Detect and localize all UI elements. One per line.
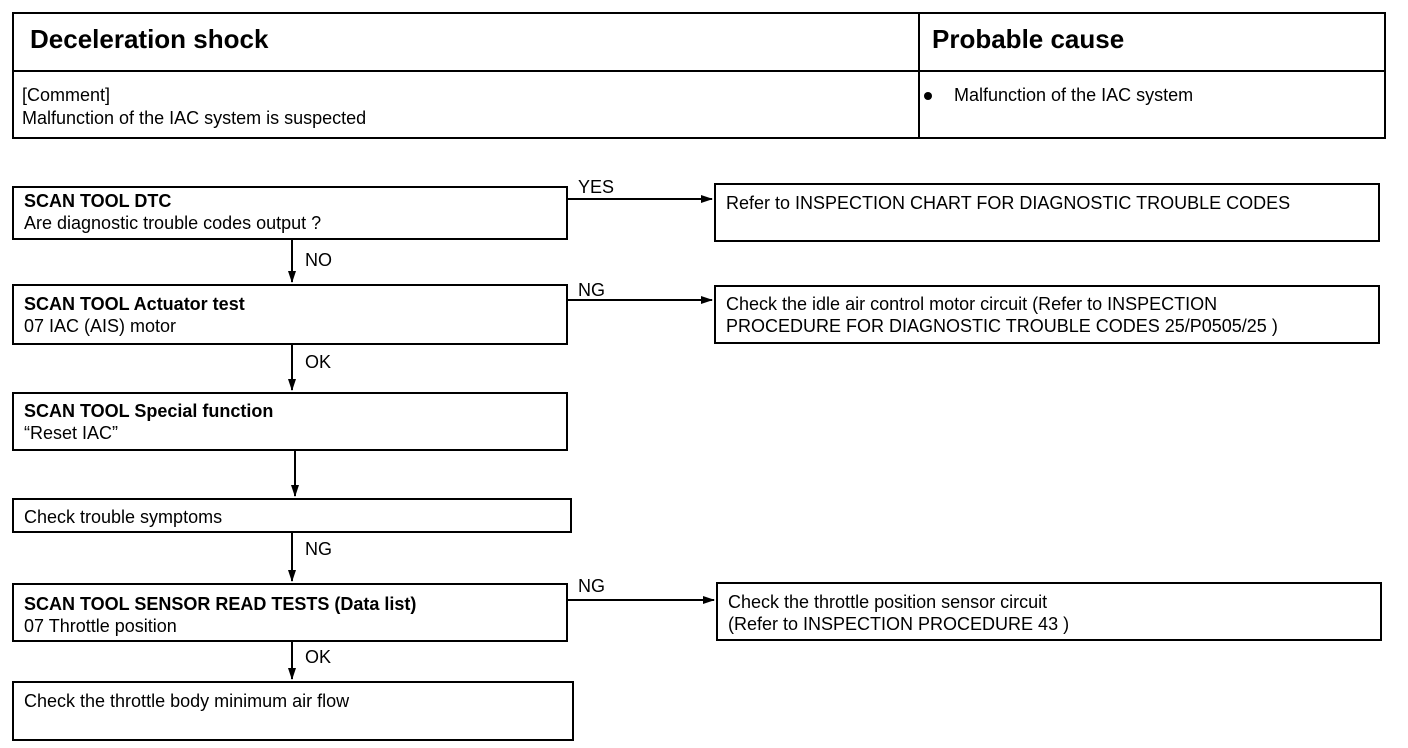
result3-line1: Check the throttle position sensor circuit (728, 592, 1048, 612)
step2-title: SCAN TOOL Actuator test (24, 294, 245, 314)
step6-text: Check the throttle body minimum air flow (24, 691, 350, 711)
ok-label-2: OK (305, 647, 332, 667)
result2-line2: PROCEDURE FOR DIAGNOSTIC TROUBLE CODES 25/P0505/25 ) (726, 316, 1278, 336)
step-scan-tool-dtc (12, 186, 568, 240)
yes-label: YES (578, 177, 615, 197)
step-check-trouble-symptoms (12, 498, 572, 533)
step4-text: Check trouble symptoms (24, 507, 223, 527)
result2-line1: Check the idle air control motor circuit (Refer to INSPECTION (726, 294, 1218, 314)
probable-cause-title: Probable cause (932, 24, 1125, 54)
step-sensor-read-tests (12, 583, 568, 642)
ng-label-2: NG (305, 539, 332, 559)
step3-text: “Reset IAC” (24, 423, 119, 443)
no-label: NO (305, 250, 332, 270)
comment-text: Malfunction of the IAC system is suspected (22, 108, 367, 128)
step3-title: SCAN TOOL Special function (24, 401, 274, 421)
step-special-function (12, 392, 568, 451)
step1-text: Are diagnostic trouble codes output ? (24, 213, 322, 233)
ng-label-1: NG (578, 280, 605, 300)
result-check-iac-circuit (714, 285, 1380, 344)
ok-label-1: OK (305, 352, 332, 372)
comment-label: [Comment] (22, 85, 111, 105)
step1-title: SCAN TOOL DTC (24, 191, 172, 211)
ng-label-3: NG (578, 576, 605, 596)
result-refer-dtc-chart (714, 183, 1380, 242)
cause-item-text: Malfunction of the IAC system (954, 85, 1194, 105)
step5-title: SCAN TOOL SENSOR READ TESTS (Data list) (24, 594, 417, 614)
result1-text: Refer to INSPECTION CHART FOR DIAGNOSTIC TROUBLE CODES (726, 193, 1291, 213)
step-actuator-test (12, 284, 568, 345)
step-check-minimum-air-flow (12, 681, 574, 741)
step2-text: 07 IAC (AIS) motor (24, 316, 177, 336)
step5-text: 07 Throttle position (24, 616, 177, 636)
result3-line2: (Refer to INSPECTION PROCEDURE 43 ) (728, 614, 1070, 634)
result-check-tps-circuit (716, 582, 1382, 641)
symptom-title: Deceleration shock (30, 24, 269, 54)
